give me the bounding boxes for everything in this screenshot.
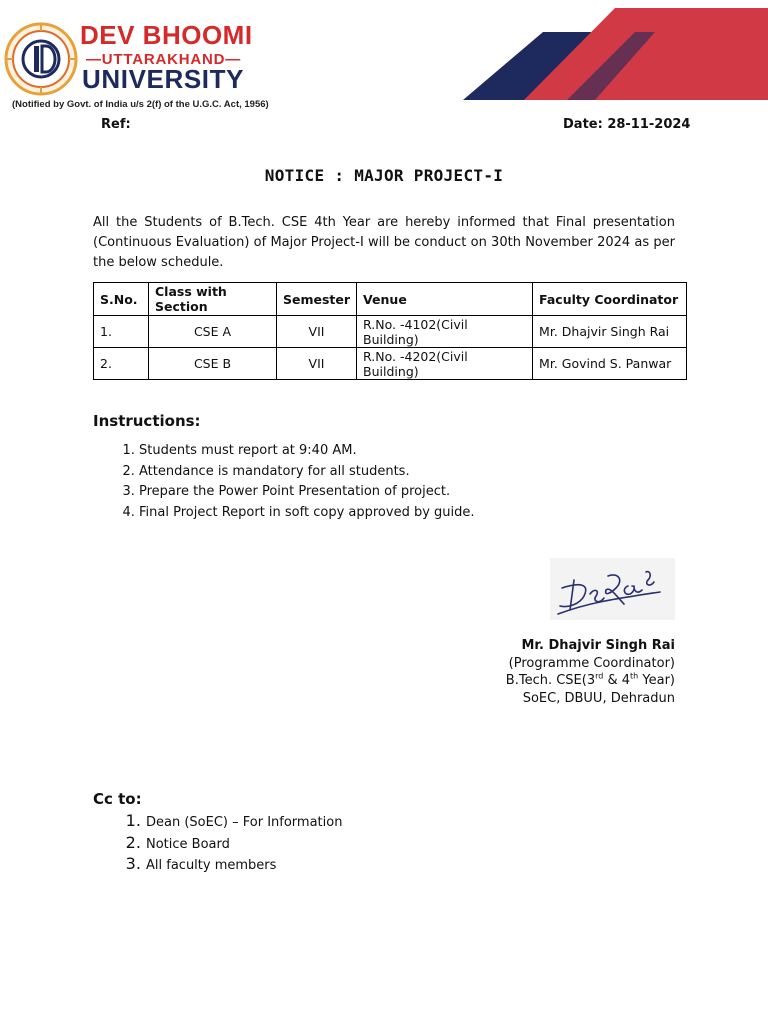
- intro-paragraph: All the Students of B.Tech. CSE 4th Year are hereby informed that Final presentation (Continuous Evaluation) of Major Project-I will be conduct on 30th November 2024 as per the below schedule.: [93, 215, 675, 270]
- cell-class: CSE A: [149, 316, 277, 348]
- ref-label: Ref:: [101, 117, 131, 132]
- university-name-line1: DEV BHOOMI: [80, 20, 253, 50]
- cell-faculty: Mr. Dhajvir Singh Rai: [533, 316, 687, 348]
- cell-class: CSE B: [149, 348, 277, 380]
- cc-list: [93, 810, 342, 875]
- handwritten-signature: [550, 558, 675, 620]
- list-item: 3. Prepare the Power Point Presentation of project.: [139, 482, 475, 503]
- signatory-name: Mr. Dhajvir Singh Rai: [521, 638, 675, 653]
- list-item: 4. Final Project Report in soft copy approved by guide.: [139, 503, 475, 524]
- university-seal-logo: [4, 22, 78, 96]
- cell-sno: 1.: [94, 316, 149, 348]
- list-item: 1. Dean (SoEC) – For Information: [146, 810, 342, 832]
- instructions-heading: Instructions:: [93, 412, 201, 430]
- instructions-list: [93, 441, 475, 524]
- signatory-role: (Programme Coordinator): [508, 656, 675, 671]
- header-class: Class with Section: [149, 283, 277, 316]
- list-item: 2. Notice Board: [146, 832, 342, 854]
- table-row: [94, 316, 687, 348]
- header-semester: Semester: [277, 283, 357, 316]
- table-row: [94, 348, 687, 380]
- header-faculty: Faculty Coordinator: [533, 283, 687, 316]
- cell-venue: R.No. -4102(Civil Building): [357, 316, 533, 348]
- cell-faculty: Mr. Govind S. Panwar: [533, 348, 687, 380]
- list-item: 2. Attendance is mandatory for all students.: [139, 462, 475, 483]
- notice-date: Date: 28-11-2024: [563, 117, 691, 132]
- list-item: 3. All faculty members: [146, 853, 342, 875]
- university-name-line3: UNIVERSITY: [82, 64, 245, 94]
- cell-venue: R.No. -4202(Civil Building): [357, 348, 533, 380]
- cc-heading: Cc to:: [93, 790, 142, 808]
- header-venue: Venue: [357, 283, 533, 316]
- table-header-row: [94, 283, 687, 316]
- notice-title: NOTICE : MAJOR PROJECT-I: [264, 166, 504, 185]
- signatory-department: B.Tech. CSE(3rd & 4th Year): [505, 671, 675, 688]
- cell-semester: VII: [277, 348, 357, 380]
- university-name-line2: —UTTARAKHAND—: [86, 51, 242, 68]
- university-notified-line: (Notified by Govt. of India u/s 2(f) of the U.G.C. Act, 1956): [12, 99, 269, 110]
- cell-sno: 2.: [94, 348, 149, 380]
- list-item: 1. Students must report at 9:40 AM.: [139, 441, 475, 462]
- header-sno: S.No.: [94, 283, 149, 316]
- schedule-table: [93, 282, 687, 380]
- signatory-place: SoEC, DBUU, Dehradun: [522, 691, 675, 706]
- cell-semester: VII: [277, 316, 357, 348]
- header-decoration: [455, 6, 768, 102]
